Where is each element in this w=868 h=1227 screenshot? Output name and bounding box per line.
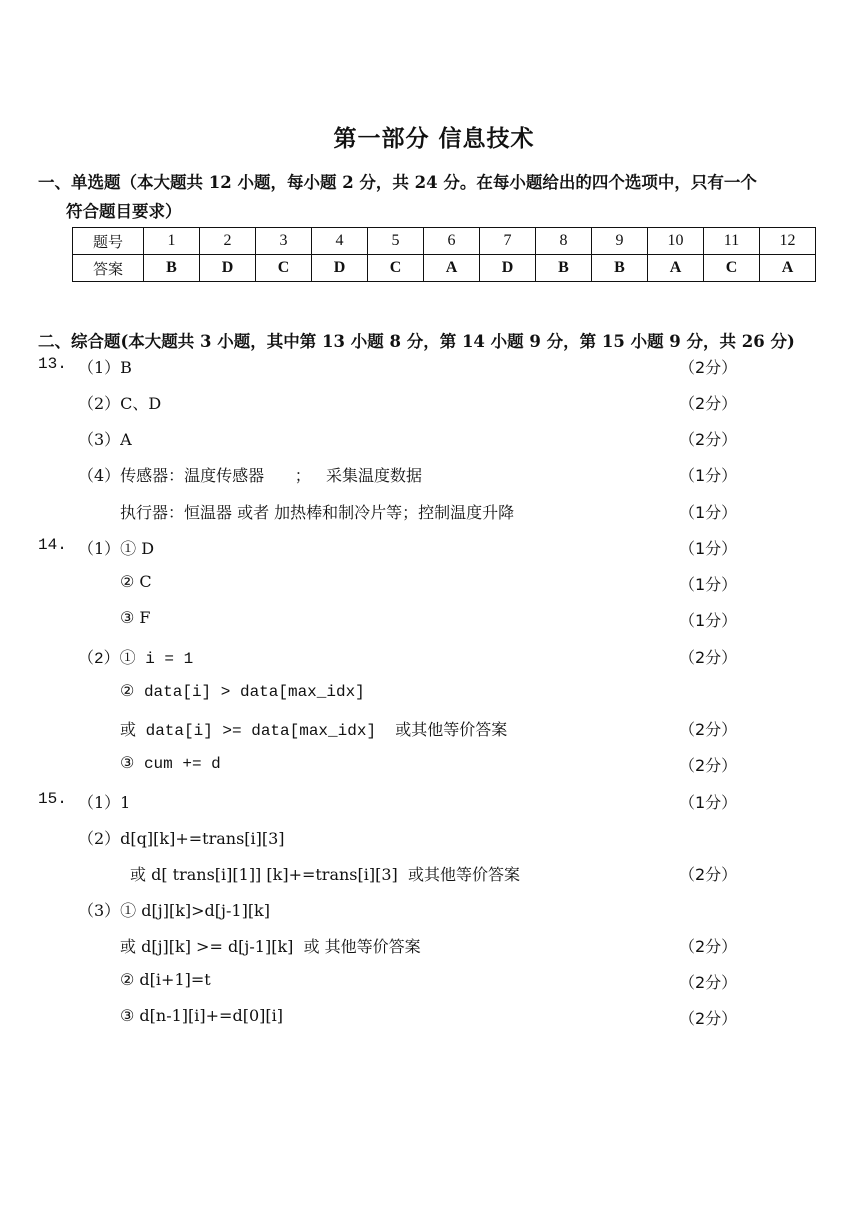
answer-cell: B — [144, 255, 200, 282]
question-number: 1 — [144, 228, 200, 255]
answer-text: ② C — [120, 572, 152, 591]
points-label: （2分） — [679, 358, 738, 377]
answer-text: （2）d[q][k]+=trans[i][3] — [78, 829, 285, 848]
question-number: 3 — [256, 228, 312, 255]
answer-line — [0, 970, 868, 994]
question-label: 13. — [38, 355, 67, 373]
points-label: （1分） — [679, 575, 738, 594]
answer-text: （4）传感器：温度传感器 ； 采集温度数据 — [78, 466, 422, 485]
answer-text: ③ cum += d — [120, 755, 221, 773]
question-number: 4 — [312, 228, 368, 255]
answer-line — [0, 717, 868, 741]
answer-text: ③ d[n-1][i]+=d[0][i] — [120, 1006, 283, 1025]
points-label: （2分） — [679, 648, 738, 667]
points-label: （2分） — [679, 865, 738, 884]
answer-table — [72, 227, 816, 282]
answer-cell: D — [480, 255, 536, 282]
answer-line — [0, 753, 868, 777]
answer-text: ③ F — [120, 608, 151, 627]
points-label: （1分） — [679, 466, 738, 485]
points-label: （2分） — [679, 973, 738, 992]
answer-line — [0, 898, 868, 922]
points-label: （1分） — [679, 793, 738, 812]
table-header-label: 题号 — [73, 228, 144, 255]
answer-line — [0, 391, 868, 415]
answer-line — [0, 572, 868, 596]
points-label: （1分） — [679, 539, 738, 558]
question-label: 14. — [38, 536, 67, 554]
answer-cell: D — [312, 255, 368, 282]
answer-text: （1）① D — [78, 539, 155, 558]
page-title: 第一部分 信息技术 — [333, 125, 535, 152]
section2-heading: 二、综合题(本大题共 3 小题，其中第 13 小题 8 分，第 14 小题 9 分，第 15 小题 9 分，共 26 分) — [38, 332, 795, 351]
points-label: （2分） — [679, 430, 738, 449]
answer-text: 或 d[j][k] >= d[j-1][k] 或 其他等价答案 — [120, 937, 421, 956]
answer-cell: B — [536, 255, 592, 282]
answer-cell: A — [424, 255, 480, 282]
points-label: （2分） — [679, 937, 738, 956]
answer-text: （1）1 — [78, 793, 131, 812]
section1-heading-line1: 一、单选题（本大题共 12 小题，每小题 2 分，共 24 分。在每小题给出的四个选项中，只有一个 — [38, 173, 757, 192]
answer-cell: A — [648, 255, 704, 282]
answer-line — [0, 463, 868, 487]
answer-line — [0, 934, 868, 958]
answer-cell: A — [760, 255, 816, 282]
answer-line — [0, 536, 868, 560]
answer-line — [0, 500, 868, 524]
question-number: 12 — [760, 228, 816, 255]
answer-text: 执行器：恒温器 或者 加热棒和制冷片等；控制温度升降 — [120, 503, 515, 522]
answer-cell: D — [200, 255, 256, 282]
answer-line — [0, 1006, 868, 1030]
section1-heading — [38, 168, 838, 226]
answer-line — [0, 681, 868, 705]
answer-text: ② data[i] > data[max_idx] — [120, 683, 365, 701]
answer-text: 或 d[ trans[i][1]] [k]+=trans[i][3] 或其他等价答案 — [130, 865, 520, 884]
answer-line — [0, 427, 868, 451]
question-number: 7 — [480, 228, 536, 255]
answer-text: ② d[i+1]=t — [120, 970, 211, 989]
answer-line — [0, 790, 868, 814]
answer-line — [0, 608, 868, 632]
points-label: （2分） — [679, 1009, 738, 1028]
question-number: 9 — [592, 228, 648, 255]
answer-text: （1）B — [78, 358, 132, 377]
answer-text: （3）① d[j][k]>d[j-1][k] — [78, 901, 270, 920]
answer-cell: C — [368, 255, 424, 282]
question-number: 2 — [200, 228, 256, 255]
points-label: （1分） — [679, 503, 738, 522]
answer-line — [0, 862, 868, 886]
answer-line — [0, 645, 868, 669]
question-number: 8 — [536, 228, 592, 255]
answer-cell: C — [256, 255, 312, 282]
points-label: （2分） — [679, 756, 738, 775]
points-label: （1分） — [679, 611, 738, 630]
answer-cell: B — [592, 255, 648, 282]
answer-text: （2）① i = 1 — [78, 650, 194, 668]
table-answer-label: 答案 — [73, 255, 144, 282]
answer-text: （3）A — [78, 430, 132, 449]
question-label: 15. — [38, 790, 67, 808]
answer-text: 或 data[i] >= data[max_idx] 或其他等价答案 — [120, 722, 508, 740]
points-label: （2分） — [679, 394, 738, 413]
answer-line — [0, 826, 868, 850]
question-number: 6 — [424, 228, 480, 255]
answer-text: （2）C、D — [78, 394, 162, 413]
question-number: 5 — [368, 228, 424, 255]
question-number: 10 — [648, 228, 704, 255]
answer-line — [0, 355, 868, 379]
answer-cell: C — [704, 255, 760, 282]
section1-heading-line2: 符合题目要求） — [66, 202, 182, 221]
points-label: （2分） — [679, 720, 738, 739]
question-number: 11 — [704, 228, 760, 255]
